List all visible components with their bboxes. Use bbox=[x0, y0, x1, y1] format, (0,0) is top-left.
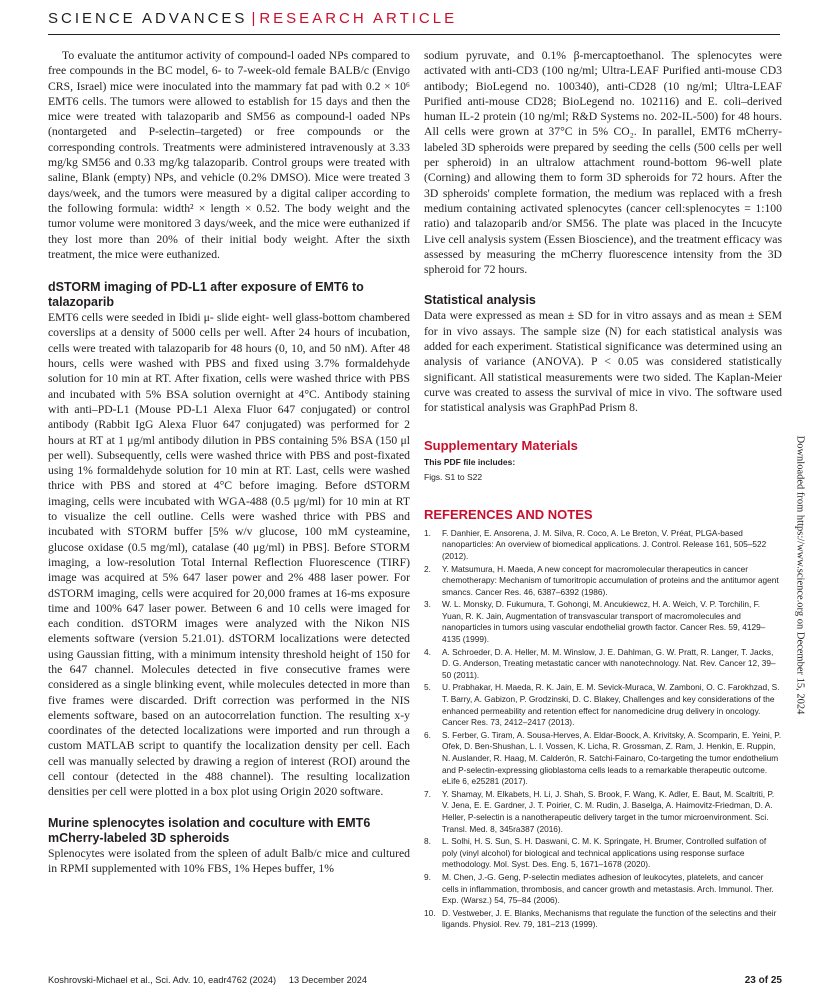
intro-paragraph: To evaluate the antitumor activity of compound-l oaded NPs compared to free compounds in the BC model, 6- to 7-week-old female BALB/c (Envigo CRS, Israel) mice were inoculated into the mammary fat pad with 0.2 × 10⁶ EMT6 cells. The tumors were allowed to establish for 15 days and then the mice were treated with talazoparib and SM56 as compound-l oaded NPs (nontargeted and P-selectin–targeted) or free compounds or the corresponding controls. Treatments were administered intravenously at 3.33 mg/kg SM56 and 0.33 mg/kg talazoparib. Control groups were treated with saline, Blank (empty) NPs, and vehicle (0.2% DMSO). Mice were treated 3 days/week, and the tumors were measured by a digital caliper according to the following formula: width² × length × 0.52. The body weight and the tumor volume were monitored 3 days/week, and the mice were euthanized if they lost more than 20% of their initial body weight. After the sixth treatment, the mice were euthanized. bbox=[48, 49, 410, 261]
stat-heading: Statistical analysis bbox=[424, 293, 536, 308]
splenocyte-paragraph: sodium pyruvate, and 0.1% β-mercaptoethanol. The splenocytes were activated with anti-CD3 (100 ng/ml; Ultra-LEAF Purified anti-mouse CD3 antibody; BioLegend no. 100340), anti-CD28 (10 ng/ml; Ultra-LEAF Purified anti-mouse CD28; BioLegend no. 102116) and E. coli–derived human IL-2 protein (10 ng/ml; R&D Systems no. 202-IL-500) for 48 hours. All cells were grown at 37°C in 5% CO₂. In parallel, EMT6 mCherry-labeled 3D spheroids were prepared by seeding the cells (500 cells per well per spheroid) in an ultralow attachment round-bottom 96-well plate (Corning) and allowing them to form 3D spheroids for 72 hours. After the 3D spheroids' complete formation, the medium was replaced with a fresh medium containing activated splenocytes (cancer cell:splenocytes = 1:100 ratio) and talazoparib and/or SM56. The plate was placed in the Incucyte Live cell analysis system (Essen Bioscience), and the treatment efficacy was assessed by measuring the mCherry fluorescence intensity from the 3D spheroid for 72 hours. bbox=[424, 49, 782, 277]
references-heading: REFERENCES AND NOTES bbox=[424, 507, 593, 523]
page-footer bbox=[48, 975, 782, 985]
reference-list bbox=[424, 528, 782, 931]
supp-figures: Figs. S1 to S22 bbox=[424, 472, 483, 483]
reference-item: 6. S. Ferber, G. Tiram, A. Sousa-Herves, A. Eldar-Boock, A. Krivitsky, A. Scomparin, E. Yeini, P. Ofek, D. Ben-Shushan, L. I. Vossen, K. Licha, R. Grossman, Z. Ram, J. Henkin, E. Ruppin, N. Auslander, R. Haag, M. Calderón, R. Satchi-Fainaro, Co-targeting the tumor endothelium and P-selectin-expressing glioblastoma cells leads to a remarkable therapeutic outcome. eLife 6, e25281 (2017). bbox=[424, 729, 782, 787]
supp-subheading: This PDF file includes: bbox=[424, 456, 516, 467]
download-note: Downloaded from https://www.science.org on December 15, 2024 bbox=[794, 435, 806, 715]
citation: Koshrovski-Michael et al., Sci. Adv. 10, eadr4762 (2024) 13 December 2024 bbox=[48, 975, 368, 985]
reference-item: 3. W. L. Monsky, D. Fukumura, T. Gohongi, M. Ancukiewcz, H. A. Weich, V. P. Torchilin, F. Yuan, R. K. Jain, Augmentation of transvascular transport of macromolecules and nanoparticles in tumors using vascular endothelial growth factor. Cancer Res. 59, 4129–4135 (1999). bbox=[424, 599, 766, 645]
stat-paragraph: Data were expressed as mean ± SD for in vitro assays and as mean ± SEM for in vivo assays. The sample size (N) for each statistical analysis was added for each experiment. Statistical significance was determined using an analysis of variance (ANOVA). P < 0.05 was considered statistically significant. All statistical measurements were two sided. The Kaplan-Meier curve was created to assess the survival of mice in vivo. The software used for statistical analysis was GraphPad Prism 8. bbox=[424, 309, 782, 415]
header-separator: | bbox=[251, 10, 256, 27]
download-watermark bbox=[790, 305, 810, 845]
murine-heading: Murine splenocytes isolation and coculture with EMT6 mCherry-labeled 3D spheroids bbox=[48, 815, 371, 845]
journal-name: SCIENCE ADVANCES bbox=[48, 10, 248, 27]
reference-item: 1. F. Danhier, E. Ansorena, J. M. Silva, R. Coco, A. Le Breton, V. Préat, PLGA-based nanoparticles: An overview of biomedical applications. J. Control. Release 161, 505–522 (2012). bbox=[424, 527, 767, 561]
article-type: RESEARCH ARTICLE bbox=[259, 10, 458, 27]
journal-header bbox=[48, 10, 457, 27]
dstorm-heading: dSTORM imaging of PD-L1 after exposure of EMT6 to talazoparib bbox=[48, 280, 364, 310]
dstorm-paragraph: EMT6 cells were seeded in Ibidi μ- slide eight- well glass-bottom chambered coverslips at a density of 5000 cells per well. After 24 hours of incubation, cells were treated with talazoparib for 48 hours (0, 10, and 50 nM). After 48 hours, cells were washed with PBS and fixed using 3.7% formaldehyde solution for 10 min at RT. After fixation, cells were washed thrice with PBS and incubated with 5% BSA solution overnight at 4°C. Antibody staining with anti–PD-L1 (Mouse PD-L1 Alexa Fluor 647 conjugated) or control antibody (Rabbit IgG Alexa Fluor 647 conjugated) was performed for 2 hours at RT at 1 μg/ml antibody dilution in PBS containing 5% BSA (150 μl per well). Subsequently, cells were washed thrice with PBS and post-fixated using 1% formaldehyde solution for 10 min at RT. Last, cells were washed thrice with PBS and stored at 4°C before imaging. Before dSTORM imaging, cells were incubated with WGA-488 (0.5 μg/ml) for 10 min at RT to visualize the cell outline. Cells were washed thrice with PBS and incubated with STORM buffer [5% w/v glucose, 100 mM cysteamine, glucose oxidase (0.5 mg/ml), catalase (40 μg/ml) in PBS]. Before STORM imaging, a low-resolution Total Internal Reflection Fluorescence (TIRF) image was acquired at 5% 647 laser power and 2% 488 laser power. For dSTORM imaging, cells were acquired for 20,000 frames at 16-ms exposure time and 100% 647 laser power. Between 6 and 10 cells were imaged for each condition. dSTORM images were analyzed with the Nikon NIS elements software (version 5.21.01). dSTORM localizations were detected using Gaussian fitting, with a minimum intensity threshold height of 150 for the 647 channel. Molecules detected in five consecutive frames were considered as a single blinking event, while molecules detected in more than five frames were discarded. Drift correction was performed in the NIS elements software, based on an autocorrelation function. The resulting x-y coordinates of the detected localizations were imported and run through a custom MATLAB script to quantify the localization density per cell. Each cell was manually selected by drawing a region of interest (ROI) around the cell contour (detected in the 488 channel). The resulting localization densities per cell were plotted in a box plot using Origin 2020 software. bbox=[48, 311, 410, 799]
reference-item: 2. Y. Matsumura, H. Maeda, A new concept for macromolecular therapeutics in cancer chemotherapy: Mechanism of tumoritropic accumulation of proteins and the antitumor agent smancs. Cancer Res. 46, 6387–6392 (1986). bbox=[424, 563, 779, 597]
reference-item: 4. A. Schroeder, D. A. Heller, M. M. Winslow, J. E. Dahlman, G. W. Pratt, R. Langer, T. Jacks, D. G. Anderson, Treating metastatic cancer with nanotechnology. Nat. Rev. Cancer 12, 39–50 (2011). bbox=[424, 646, 776, 680]
reference-item: 5. U. Prabhakar, H. Maeda, R. K. Jain, E. M. Sevick-Muraca, W. Zamboni, O. C. Farokhzad, S. T. Barry, A. Gabizon, P. Grodzinski, D. C. Blakey, Challenges and key considerations of the enhanced permeability and retention effect for nanomedicine drug delivery in oncology. Cancer Res. 73, 2412–2417 (2013). bbox=[424, 682, 780, 728]
page-number: 23 of 25 bbox=[744, 975, 782, 986]
reference-item: 7. Y. Shamay, M. Elkabets, H. Li, J. Shah, S. Brook, F. Wang, K. Adler, E. Baut, M. Scaltriti, P. V. Jena, E. E. Gardner, J. T. Poirier, C. M. Rudin, J. Baselga, A. Haimovitz-Friedman, D. A. Heller, P-selectin is a nanotherapeutic delivery target in the tumor microenvironment. Sci. Transl. Med. 8, 345ra387 (2016). bbox=[424, 788, 775, 834]
header-rule bbox=[48, 34, 780, 35]
left-column bbox=[48, 48, 410, 876]
supp-heading: Supplementary Materials bbox=[424, 437, 578, 453]
reference-item: 8. L. Solhi, H. S. Sun, S. H. Daswani, C. M. K. Springate, H. Brumer, Controlled sulfation of poly (vinyl alcohol) for biological and technical applications using response surface methodology. Mol. Syst. Des. Eng. 5, 1671–1678 (2020). bbox=[424, 836, 767, 870]
right-column bbox=[424, 48, 782, 932]
reference-item: 9. M. Chen, J.-G. Geng, P-selectin mediates adhesion of leukocytes, platelets, and cancer cells in inflammation, thrombosis, and cancer growth and metastasis. Arch. Immunol. Ther. Exp. (Warsz.) 54, 75–84 (2006). bbox=[424, 871, 774, 906]
reference-item: 10. D. Vestweber, J. E. Blanks, Mechanisms that regulate the function of the selectins and their ligands. Physiol. Rev. 79, 181–213 (1999). bbox=[424, 907, 777, 930]
murine-paragraph: Splenocytes were isolated from the spleen of adult Balb/c mice and cultured in RPMI supplemented with 10% FBS, 1% Hepes buffer, 1% bbox=[48, 846, 410, 875]
